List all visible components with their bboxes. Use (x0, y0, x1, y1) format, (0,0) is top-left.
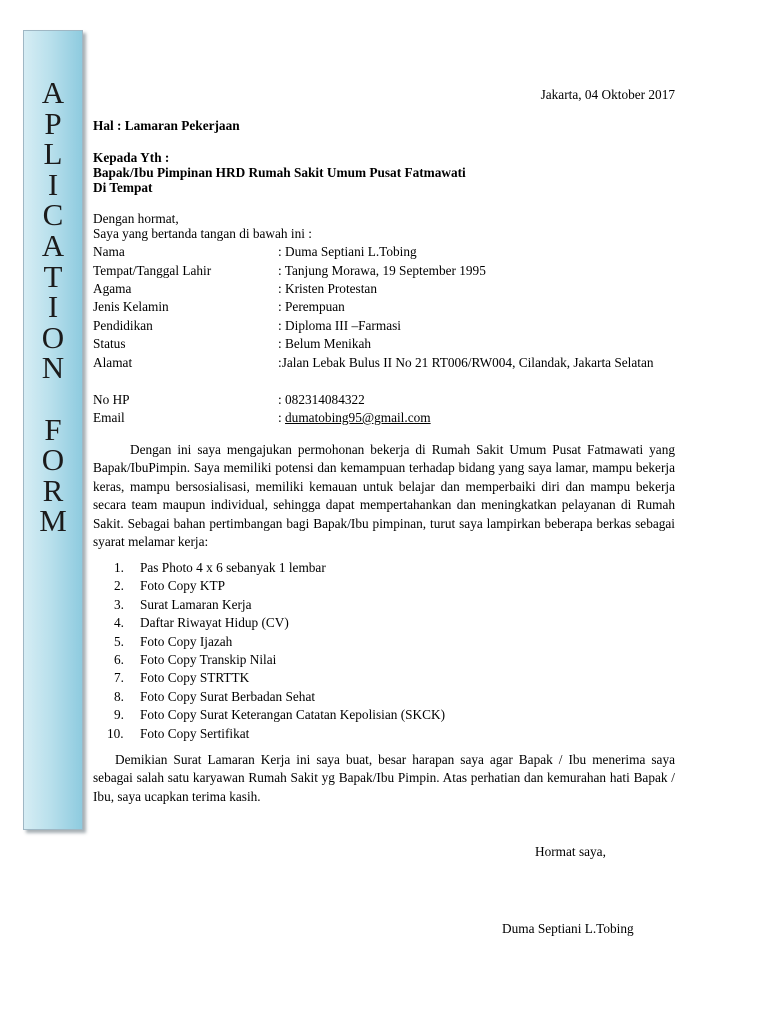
sidebar-letter: L (43, 136, 63, 172)
list-item-number: 2. (114, 578, 124, 594)
list-item-number: 5. (114, 633, 124, 649)
info-label-agama: Agama (93, 281, 132, 296)
sidebar-letter: R (42, 472, 64, 508)
list-item-text: Foto Copy STRTTK (140, 670, 250, 686)
recipient-line-2: Bapak/Ibu Pimpinan HRD Rumah Sakit Umum Pusat Fatmawati (93, 165, 466, 180)
list-item (93, 577, 675, 595)
list-item-number: 3. (114, 596, 124, 612)
body-paragraph: Dengan ini saya mengajukan permohonan bekerja di Rumah Sakit Umum Pusat Fatmawati yang Bapak/IbuPimpin. Saya memiliki potensi dan kemampuan terhadap bidang yang saya lamar, mampu bekerja keras, mampu bersosialisasi, memiliki kemauan untuk belajar dan memperbaiki diri dan mampu bekerja secara team maupun individual, sehingga dapat mempertahankan dan meningkatkan pelayanan di Rumah Sakit. Sebagai bahan pertimbangan bagi Bapak/Ibu pimpinan, turut saya lampirkan beberapa berkas sebagai syarat melamar kerja: (93, 442, 675, 550)
list-item-number: 8. (114, 688, 124, 704)
list-item (93, 651, 675, 669)
list-item (93, 614, 675, 632)
list-item (93, 688, 675, 706)
signature-name: Duma Septiani L.Tobing (502, 921, 634, 936)
email-link[interactable]: dumatobing95@gmail.com (285, 410, 431, 425)
list-item-number: 6. (114, 651, 124, 667)
list-item-text: Foto Copy Ijazah (140, 633, 233, 649)
greeting: Dengan hormat, (93, 211, 179, 226)
info-label-ttl: Tempat/Tanggal Lahir (93, 263, 212, 278)
letter-date: Jakarta, 04 Oktober 2017 (540, 87, 675, 102)
list-item-text: Pas Photo 4 x 6 sebanyak 1 lembar (140, 560, 326, 575)
list-item-text: Surat Lamaran Kerja (140, 596, 252, 612)
sidebar-letter: C (42, 197, 64, 233)
letter-subject: Hal : Lamaran Pekerjaan (93, 118, 240, 133)
sidebar-letter: F (44, 411, 62, 447)
sidebar-letter: I (47, 289, 59, 325)
info-value-alamat: :Jalan Lebak Bulus II No 21 RT006/RW004, Cilandak, Jakarta Selatan (278, 355, 654, 370)
list-item (93, 669, 675, 687)
info-value-nama: : Duma Septiani L.Tobing (278, 244, 417, 259)
closing-paragraph: Demikian Surat Lamaran Kerja ini saya buat, besar harapan saya agar Bapak / Ibu menerima saya sebagai salah satu karyawan Rumah Sakit yg Bapak/Ibu Pimpin. Atas perhatian dan kemurahan hati Bapak / Ibu, saya ucapkan terima kasih. (93, 752, 675, 804)
info-value-email-row (278, 409, 675, 427)
list-item-number: 1. (114, 560, 124, 575)
info-label-nama: Nama (93, 244, 125, 259)
list-item (93, 559, 675, 577)
list-item-number: 9. (114, 707, 124, 723)
recipient-line-3: Di Tempat (93, 180, 153, 195)
sidebar-banner (23, 30, 83, 830)
sidebar-letter: N (41, 350, 65, 386)
sign-off: Hormat saya, (535, 844, 606, 859)
info-label-alamat: Alamat (93, 355, 133, 370)
info-label-status: Status (93, 336, 126, 351)
list-item-text: Foto Copy Transkip Nilai (140, 651, 277, 667)
info-label-pendidikan: Pendidikan (93, 318, 153, 333)
list-item-text: Daftar Riwayat Hidup (CV) (140, 615, 289, 631)
info-value-ttl: : Tanjung Morawa, 19 September 1995 (278, 263, 486, 278)
sidebar-letter: I (47, 166, 59, 202)
list-item-number: 4. (114, 615, 124, 631)
info-value-pendidikan: : Diploma III –Farmasi (278, 318, 401, 333)
list-item-text: Foto Copy Surat Berbadan Sehat (140, 688, 316, 704)
sidebar-letter: A (41, 75, 65, 110)
intro-line: Saya yang bertanda tangan di bawah ini : (93, 226, 312, 241)
list-item-number: 10. (107, 725, 124, 741)
list-item-text: Foto Copy Surat Keterangan Catatan Kepolisian (SKCK) (140, 707, 446, 723)
sidebar-letter: O (41, 319, 65, 355)
recipient-line-1: Kepada Yth : (93, 150, 170, 165)
info-value-status: : Belum Menikah (278, 336, 372, 351)
list-item-text: Foto Copy KTP (140, 578, 225, 594)
list-item (93, 633, 675, 651)
list-item (93, 596, 675, 614)
sidebar-letter: A (41, 227, 65, 263)
sidebar-letter (24, 384, 82, 415)
attachment-list (93, 559, 675, 743)
email-prefix: : (278, 410, 286, 425)
sidebar-letter: T (43, 258, 63, 294)
info-value-agama: : Kristen Protestan (278, 281, 377, 296)
info-value-no-hp: : 082314084322 (278, 392, 365, 407)
info-label-no-hp: No HP (93, 392, 130, 407)
info-label-jenis-kelamin: Jenis Kelamin (93, 299, 169, 314)
list-item (93, 725, 675, 743)
sidebar-letter: O (41, 442, 65, 478)
list-item (93, 706, 675, 724)
info-value-jenis-kelamin: : Perempuan (278, 299, 345, 314)
list-item-text: Foto Copy Sertifikat (140, 725, 250, 741)
list-item-number: 7. (114, 670, 124, 686)
sidebar-letter: M (39, 503, 67, 539)
info-label-email: Email (93, 410, 125, 425)
sidebar-letter: P (44, 105, 62, 141)
sidebar-title (24, 75, 82, 539)
